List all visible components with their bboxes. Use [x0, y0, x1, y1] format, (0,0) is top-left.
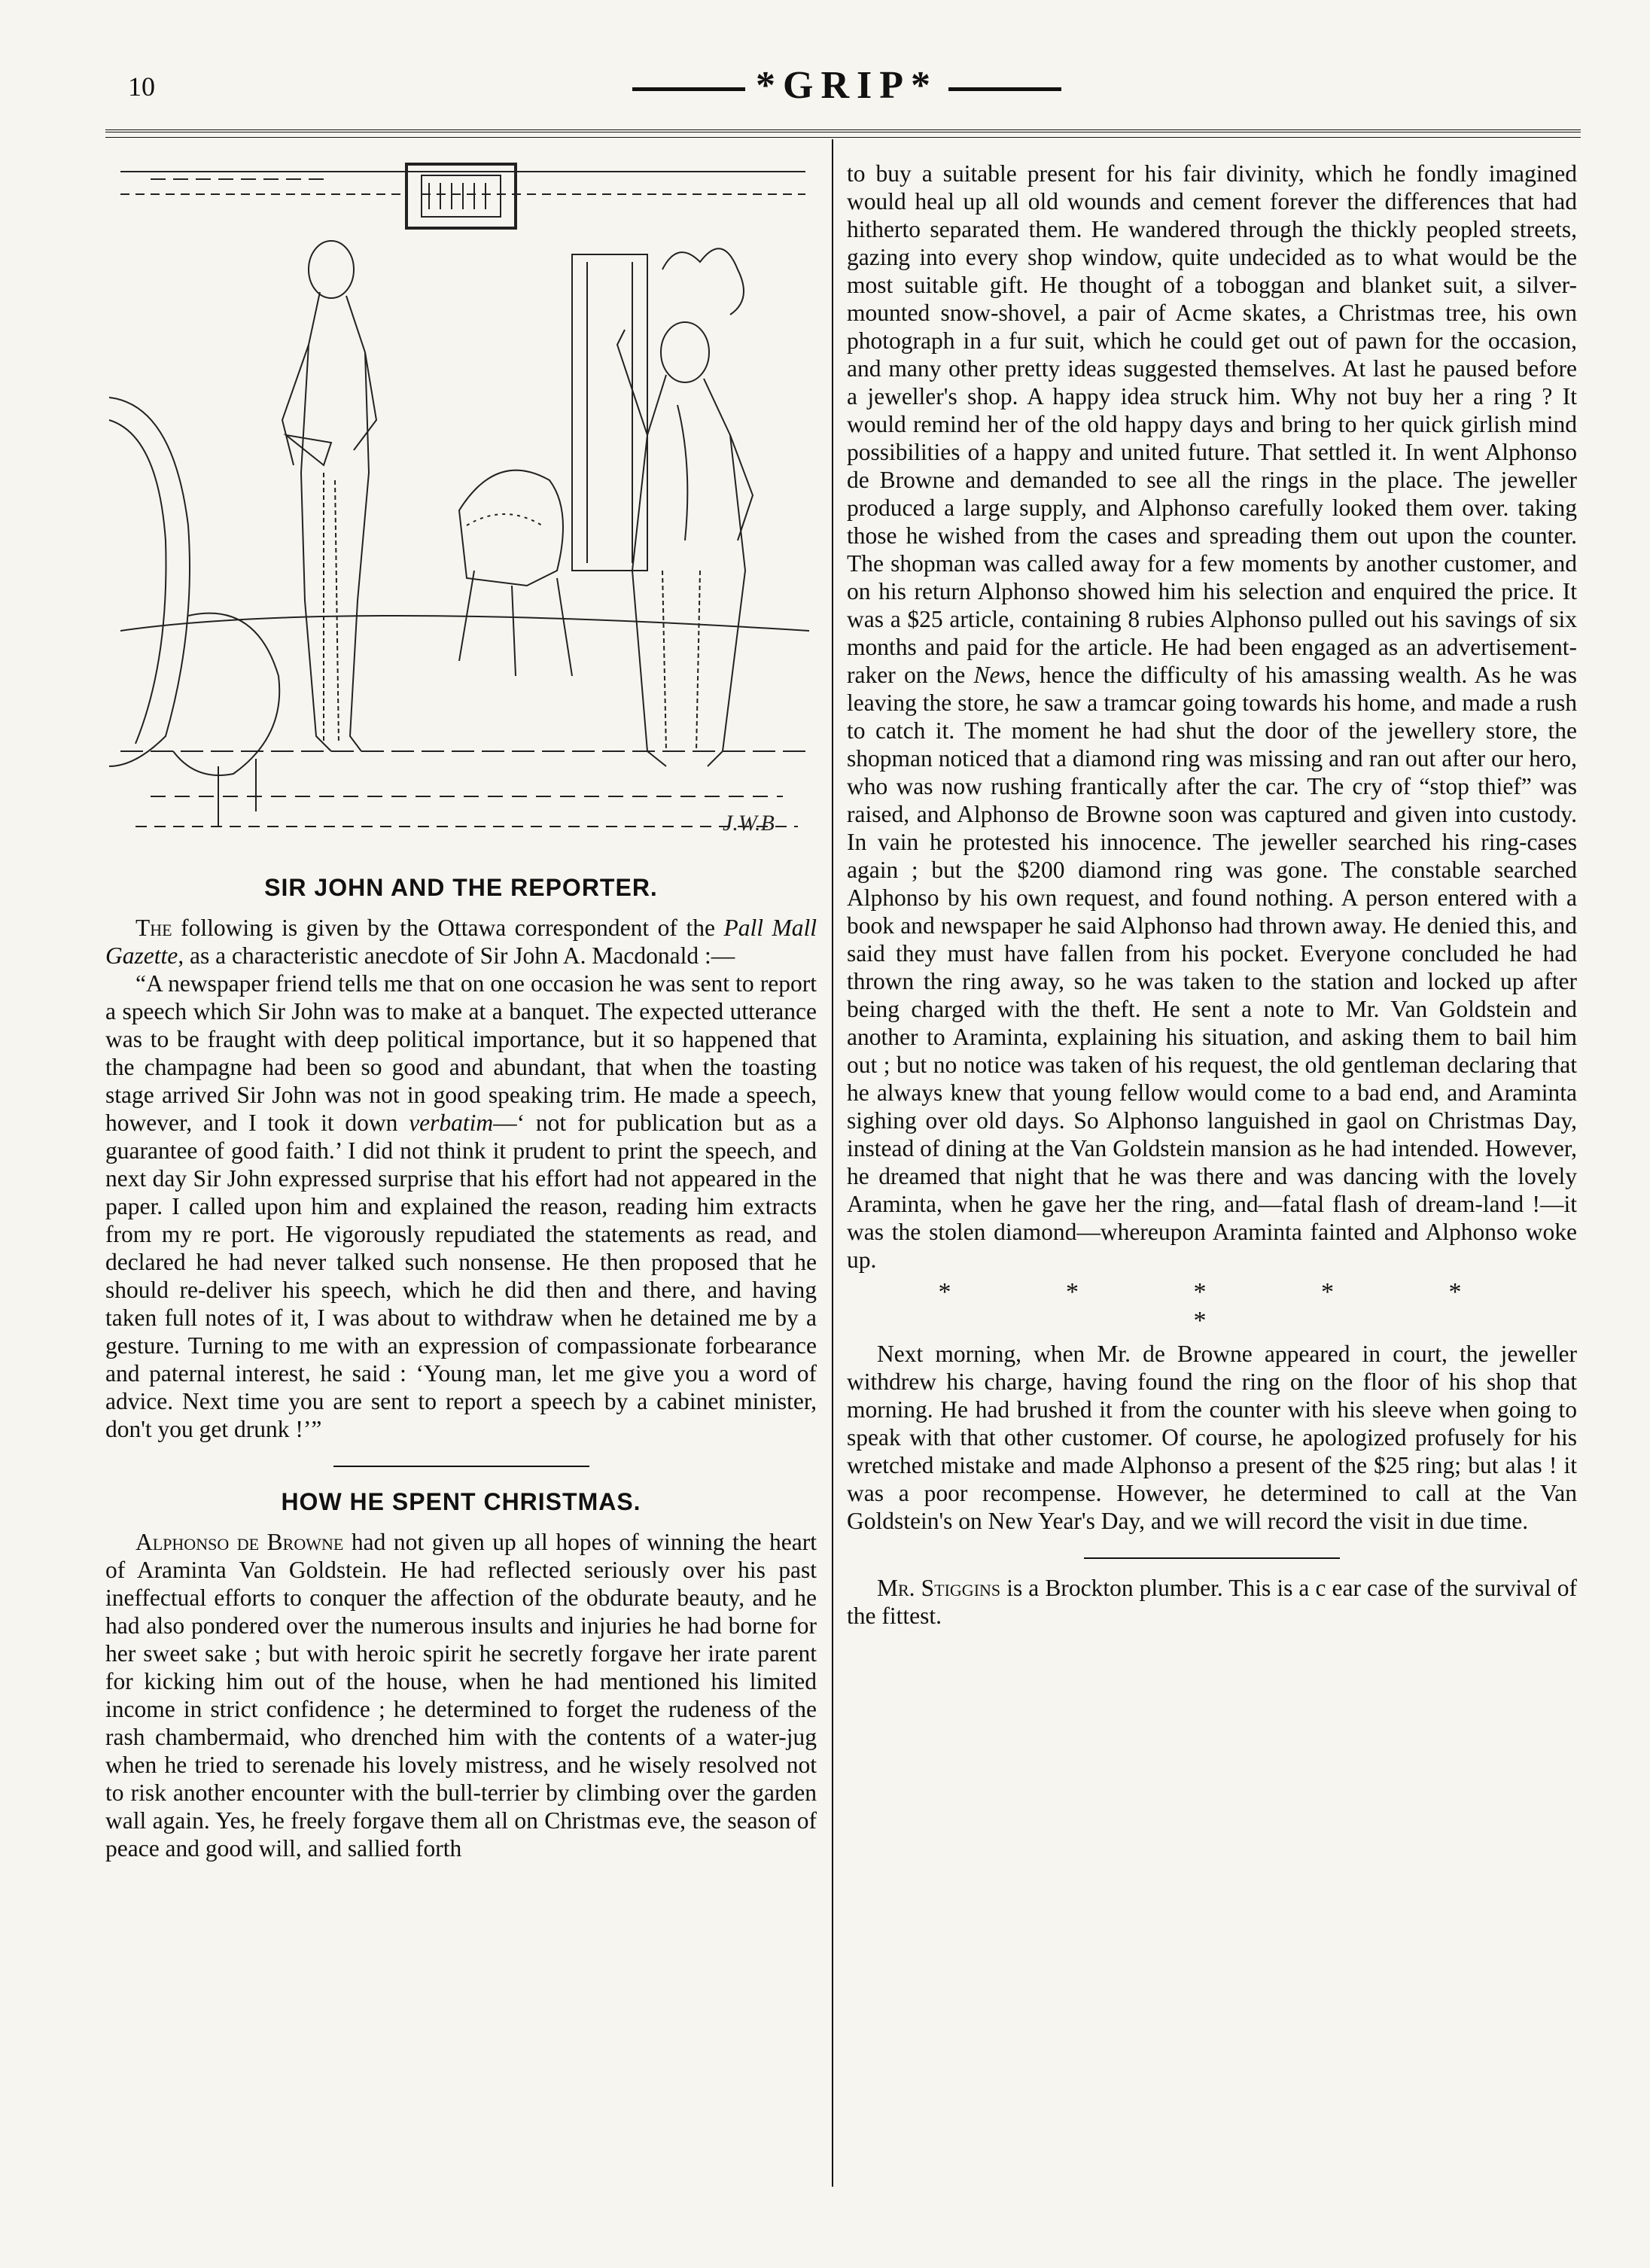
story2-lead: Alphonso de Browne	[135, 1529, 344, 1555]
masthead-rule-left	[632, 87, 745, 91]
story1-quote	[105, 970, 817, 1443]
squib-text: is a Brockton plumber. This is a c ear case of the survival of the fittest.	[847, 1575, 1577, 1629]
section-rule	[333, 1466, 589, 1467]
story2-cont-a: to buy a suitable present for his fair divinity, which he fondly imagined would heal up all old wounds and cement forever the differences that had hitherto separated them. He wandered through the thickly peopled streets, gazing into every shop window, quite undecided as to what would be the most suitable gift. He thought of a toboggan and blanket suit, a silver-mounted snow-shovel, a pair of Acme skates, a Christmas tree, his own photograph in a fur suit, which he could get out of pawn for the occasion, and many other pretty ideas suggested themselves. At last he paused before a jeweller's shop. A happy idea struck him. Why not buy her a ring ? It would remind her of the old happy days and bring to her quick girlish mind possibilities of a happy and united future. That settled it. In went Alphonso de Browne and demanded to see all the rings in the place. The jeweller produced a large supply, and Alphonso carefully looked them over. taking those he wished from the cases and spreading them out upon the counter. The shopman was called away for a few moments by another customer, and on his return Alphonso showed him his selection and enquired the price. It was a $25 article, containing 8 rubies Alphonso pulled out his savings of six months and paid for the article. He had been engaged as an advertisement-raker on the	[847, 160, 1577, 688]
squib-lead: Mr. Stiggins	[877, 1575, 1001, 1601]
page-header	[120, 63, 1573, 116]
story2-cont-em: News	[973, 662, 1025, 688]
masthead-title: GRIP	[783, 64, 911, 107]
squib	[847, 1574, 1577, 1630]
masthead	[120, 63, 1573, 108]
story1-quote-b: —‘ not for publication but as a guarantee of good faith.’ I did not think it prudent to print the speech, and next day Sir John expressed surprise that his effort had not appeared in the paper. I called upon him and explained the reason, reading him extracts from my re port. He vigorously repudiated the statements as read, and declared he had never talked such nonsense. He then proposed that he should re-deliver his speech, which he did then and there, and having taken full notes of it, I was about to withdraw when he detained me by a gesture. Turning to me with an expression of compassionate forbearance and paternal interest, he said : ‘Young man, let me give you a word of advice. Next time you are sent to report a speech by a cabinet minister, don't you get drunk !’”	[105, 1110, 817, 1442]
story2-p1	[105, 1528, 817, 1862]
story1-intro-em: Pall Mall Gazette,	[105, 915, 817, 969]
story1-quote-a: “A newspaper friend tells me that on one occasion he was sent to report a speech which Sir John was to make at a banquet. The expected utterance was to be fraught with deep political importance, but it so happened that the champagne had been so good and abundant, that when the toasting stage arrived Sir John was not in good speaking trim. He made a speech, however, and I took it down	[105, 970, 817, 1136]
story1-title: SIR JOHN AND THE REPORTER.	[264, 874, 658, 901]
left-column	[105, 143, 817, 1862]
story1-intro-lead: The	[135, 915, 172, 941]
masthead-star-left: *	[756, 64, 783, 107]
story2-p1-text: had not given up all hopes of winning the heart of Araminta Van Goldstein. He had reflected seriously over his past ineffectual efforts to conquer the affection of the obdurate beauty, and he had also pondered over the numerous insults and injuries he had borne for her sweet sake ; but with heroic spirit he secretly forgave her irate parent for kicking him out of the house, when he had mentioned his limited income in strict confidence ; he determined to forget the rudeness of the rash chambermaid, who drenched him with the contents of a water-jug when he tried to serenade his lovely mistress, and he wisely resolved not to risk another encounter with the bull-terrier by climbing over the garden wall again. Yes, he freely forgave them all on Christmas eve, the season of peace and good will, and sallied forth	[105, 1529, 817, 1862]
story2-title: HOW HE SPENT CHRISTMAS.	[281, 1488, 641, 1515]
section-stars: * * * * * *	[938, 1278, 1516, 1335]
story2-cont-b: , hence the difficulty of his amassing wealth. As he was leaving the store, he saw a tramcar going towards his home, and made a rush to catch it. The moment he had shut the door of the jewellery store, the shopman noticed that a diamond ring was missing and ran out after our hero, who was now rushing frantically after the car. The cry of “stop thief” was raised, and Alphonso de Browne soon was captured and given into custody. In vain he protested his innocence. The jeweller searched his ring-cases again ; but the $200 diamond ring was gone. The constable searched Alphonso by his own request, and found nothing. A person entered with a book and newspaper he said Alphonso had thrown away. He denied this, and said they must have fallen from his pocket. Everyone concluded he had thrown the ring away, so he was taken to the station and locked up after being charged with the theft. He sent a note to Mr. Van Goldstein and another to Araminta, explaining his situation, and asking them to bail him out ; but no notice was taken of his request, the old gentleman declaring that he always knew that young fellow would come to a bad end, and Araminta sighing over old days. So Alphonso languished in gaol on Christmas Day, instead of dining at the Van Goldstein mansion as he had intended. However, he dreamed that night that he was there and was dancing with the lovely Araminta, when he gave her the ring, and—fatal flash of dream-land !—it was the stolen diamond—whereupon Araminta fainted and Alphonso woke up.	[847, 662, 1577, 1273]
top-rule	[105, 129, 1581, 138]
section-rule-2	[1084, 1557, 1340, 1559]
story1-intro-a: following is given by the Ottawa correspondent of the	[172, 915, 724, 941]
story1-intro	[105, 914, 817, 970]
illustration-signature: J.W.B	[723, 811, 775, 836]
story1-quote-em: verbatim	[409, 1110, 494, 1136]
column-divider	[832, 139, 833, 2187]
right-column	[847, 160, 1577, 1630]
illustration	[105, 149, 817, 849]
story1-intro-b: as a characteristic anecdote of Sir John A. Macdonald :—	[184, 942, 735, 969]
page-number: 10	[128, 72, 155, 102]
masthead-star-right: *	[911, 64, 938, 107]
story2-p1-continued	[847, 160, 1577, 1274]
masthead-rule-right	[948, 87, 1061, 91]
story2-p2: Next morning, when Mr. de Browne appeared in court, the jeweller withdrew his charge, having found the ring on the floor of his shop that morning. He had brushed it from the counter with his sleeve when going to speak with that other customer. Of course, he apologized profusely for his wretched mistake and made Alphonso a present of the $25 ring; but alas ! it was a poor recompense. However, he determined to call at the Van Goldstein's on New Year's Day, and we will record the visit in due time.	[847, 1341, 1577, 1534]
